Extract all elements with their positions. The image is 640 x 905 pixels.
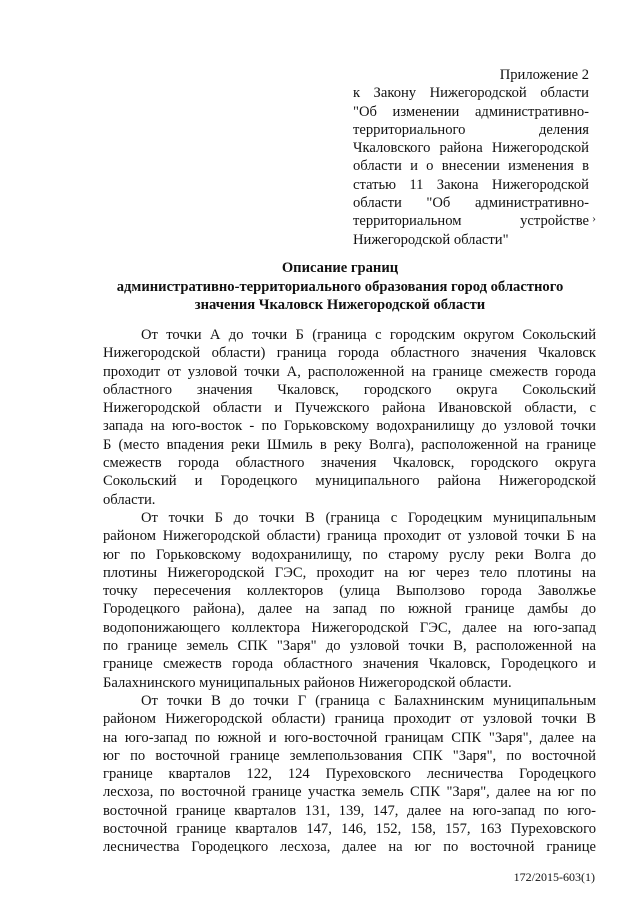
paragraph-line: юг по восточной границе землепользования СПК "Заря", по восточной: [103, 747, 596, 764]
paragraph-line: лесхоза, по восточной границе участка земель СПК "Заря", далее на юг по: [103, 784, 596, 801]
paragraph-line: Городецкого района), далее на запад по южной границе дамбы до: [103, 601, 596, 618]
heading-line: Описание границ: [281, 260, 399, 276]
appendix-block: [353, 66, 589, 249]
paragraph-line: восточной границе кварталов 147, 146, 152, 158, 157, 163 Пуреховского: [103, 821, 596, 838]
appendix-line: Чкаловского района Нижегородской: [353, 140, 589, 157]
paragraph-line: смежеств города областного значения Чкаловск, городского округа: [103, 455, 596, 472]
paragraph-line: границе смежеств города областного значения Чкаловск, Городецкого и: [103, 656, 596, 673]
appendix-line: к Закону Нижегородской области: [353, 85, 589, 102]
heading-line: значения Чкаловск Нижегородской области: [194, 297, 486, 313]
paragraph: [103, 326, 596, 509]
heading-line: административно-территориального образования город областного: [116, 278, 564, 295]
appendix-line: территориальном устройстве: [353, 213, 589, 230]
appendix-title: Приложение 2: [499, 67, 589, 83]
scan-mark-icon: ›: [592, 211, 596, 225]
paragraph-line: От точки Б до точки В (граница с Городецким муниципальным: [141, 509, 596, 526]
paragraph-line: Балахнинского муниципальных районов Нижегородской области.: [103, 674, 512, 691]
appendix-line: области "Об административно-: [353, 195, 589, 212]
paragraph-line: лесничества Городецкого лесхоза, далее на юг по восточной границе: [103, 839, 596, 856]
paragraph-line: точку пересечения коллекторов (улица Выползово города Заволжье: [103, 583, 596, 600]
appendix-line: Нижегородской области": [353, 231, 509, 248]
paragraph-line: От точки А до точки Б (граница с городским округом Сокольский: [141, 327, 596, 343]
paragraph-line: запада на юго-восток - по Горьковскому водохранилищу до узловой точки: [103, 418, 596, 435]
paragraph-line: плотины Нижегородской ГЭС, проходит на юг через тело плотины на: [103, 564, 596, 581]
appendix-line: статью 11 Закона Нижегородской: [353, 176, 589, 193]
paragraph-line: Нижегородской области и Пучежского района Ивановской области, с: [103, 400, 596, 417]
paragraph-line: водопонижающего коллектора Нижегородской ГЭС, далее на юго-запад: [103, 619, 596, 636]
paragraph-line: юг по Горьковскому водохранилищу, по старому руслу реки Волга до: [103, 546, 596, 563]
paragraph: [103, 692, 596, 857]
paragraph-line: границе кварталов 122, 124 Пуреховского лесничества Городецкого: [103, 766, 596, 783]
appendix-line: территориального деления: [353, 121, 589, 138]
paragraph-line: проходит от узловой точки А, расположенной на границе смежеств города: [103, 363, 596, 380]
paragraph-line: областного значения Чкаловск, городского округа Сокольский: [103, 381, 596, 398]
paragraph-line: районом Нижегородской области) граница проходит от узловой точки Б на: [103, 528, 596, 545]
paragraph-line: восточной границе кварталов 131, 139, 147, далее на юго-запад по юго-: [103, 802, 596, 819]
paragraph: [103, 509, 596, 692]
document-body: [103, 326, 596, 857]
paragraph-line: на юго-запад по южной и юго-восточной границам СПК "Заря", далее на: [103, 729, 596, 746]
paragraph-line: Нижегородской области) граница города областного значения Чкаловск: [103, 345, 596, 362]
appendix-line: области и о внесении изменения в: [353, 158, 589, 175]
appendix-line: "Об изменении административно-: [353, 103, 589, 120]
document-heading: [80, 259, 600, 315]
paragraph-line: Сокольский и Городецкого муниципального района Нижегородской: [103, 473, 596, 490]
document-code: 172/2015-603(1): [513, 870, 595, 884]
paragraph-line: Б (место впадения реки Шмиль в реку Волга), расположенной на границе: [103, 436, 596, 453]
paragraph-line: области.: [103, 491, 156, 508]
paragraph-line: От точки В до точки Г (граница с Балахнинским муниципальным: [141, 692, 596, 709]
paragraph-line: по границе земель СПК "Заря" до узловой точки В, расположенной на: [103, 638, 596, 655]
paragraph-line: районом Нижегородской области) граница проходит от узловой точки В: [103, 711, 596, 728]
